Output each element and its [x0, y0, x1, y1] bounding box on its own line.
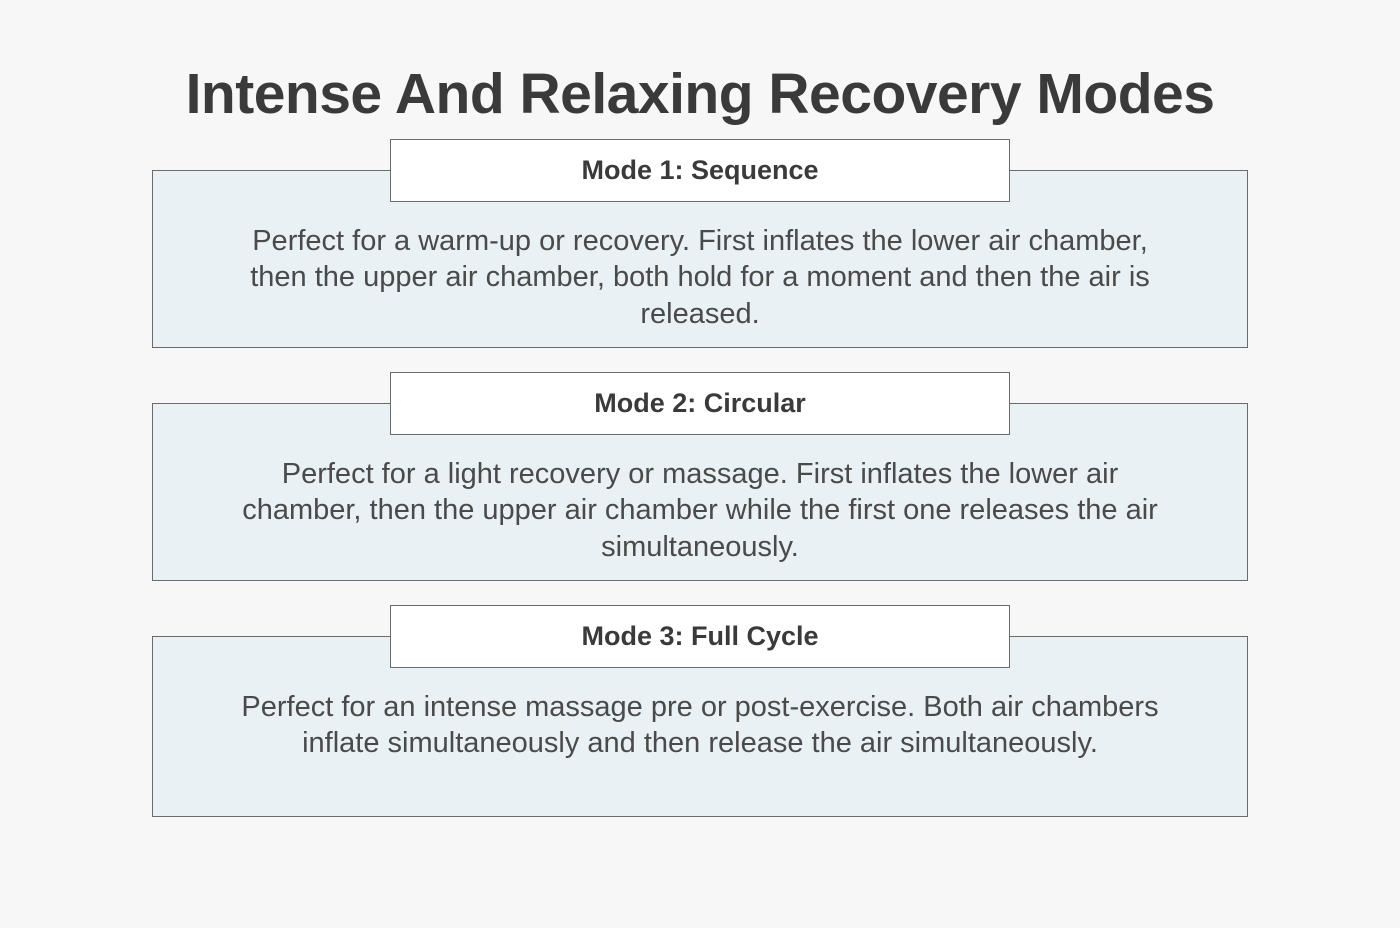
mode-card-header: Mode 3: Full Cycle [390, 605, 1010, 668]
mode-card-header: Mode 2: Circular [390, 372, 1010, 435]
mode-card-header: Mode 1: Sequence [390, 139, 1010, 202]
mode-card-body: Perfect for an intense massage pre or post-exercise. Both air chambers inflate simultaneously and then release the air simultaneously. [241, 690, 1159, 760]
mode-card [152, 620, 1248, 817]
mode-card-body: Perfect for a warm-up or recovery. First inflates the lower air chamber, then the upper air chamber, both hold for a moment and then the air is released. [250, 224, 1150, 330]
mode-card [152, 154, 1248, 348]
page-title: Intense And Relaxing Recovery Modes [185, 62, 1215, 126]
mode-card [152, 387, 1248, 581]
mode-card-body: Perfect for a light recovery or massage. First inflates the lower air chamber, then the upper air chamber while the first one releases the air simultaneously. [242, 457, 1158, 563]
mode-card-list [0, 154, 1400, 817]
